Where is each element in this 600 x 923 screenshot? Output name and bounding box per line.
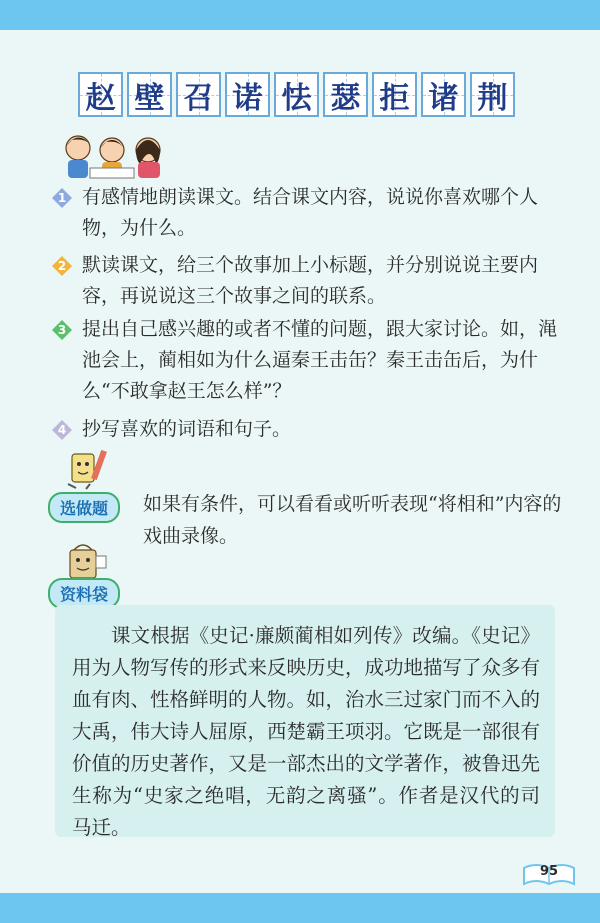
char-box: 诸 [421,72,466,117]
question-item [52,250,562,312]
question-text: 提出自己感兴趣的或者不懂的问题，跟大家讨论。如，渑池会上，蔺相如为什么逼秦王击缶？秦王击缶后，为什么“不敢拿赵王怎么样”？ [82,318,558,402]
char-box: 怯 [274,72,319,117]
question-item [52,414,562,445]
question-number-icon: 4 [52,420,72,440]
char-box: 瑟 [323,72,368,117]
optional-task-text: 如果有条件，可以看看或听听表现“将相和”内容的戏曲录像。 [143,493,562,547]
char-box: 诺 [225,72,270,117]
question-text: 有感情地朗读课文。结合课文内容，说说你喜欢哪个人物，为什么。 [82,186,539,239]
pencil-character-icon [62,448,110,494]
char-box: 召 [176,72,221,117]
question-item [52,314,562,407]
new-characters-row [78,72,515,117]
char-box: 壁 [127,72,172,117]
page-number: 95 [539,864,559,879]
char-box: 荆 [470,72,515,117]
resource-text: 课文根据《史记·廉颇蔺相如列传》改编。《史记》用为人物写传的形式来反映历史，成功地描写了众多有血有肉、性格鲜明的人物。如，治水三过家门而不入的大禹，伟大诗人屈原，西楚霸王项羽。它既是一部很有价值的历史著作，又是一部杰出的文学著作，被鲁迅先生称为“史家之绝唱，无韵之离骚”。作者是汉代的司马迁。 [72,624,541,839]
bottom-color-band [0,893,600,923]
resource-label: 资料袋 [48,578,120,609]
top-color-band [0,0,600,30]
question-item [52,182,562,244]
question-text: 抄写喜欢的词语和句子。 [82,418,292,440]
question-number-icon: 1 [52,188,72,208]
kids-reading-icon [60,130,170,186]
optional-task-label: 选做题 [48,492,120,523]
question-number-icon: 3 [52,320,72,340]
char-box: 赵 [78,72,123,117]
question-text: 默读课文，给三个故事加上小标题，并分别说说主要内容，再说说这三个故事之间的联系。 [82,254,539,307]
question-number-icon: 2 [52,256,72,276]
char-box: 拒 [372,72,417,117]
page-number-badge [522,860,576,888]
